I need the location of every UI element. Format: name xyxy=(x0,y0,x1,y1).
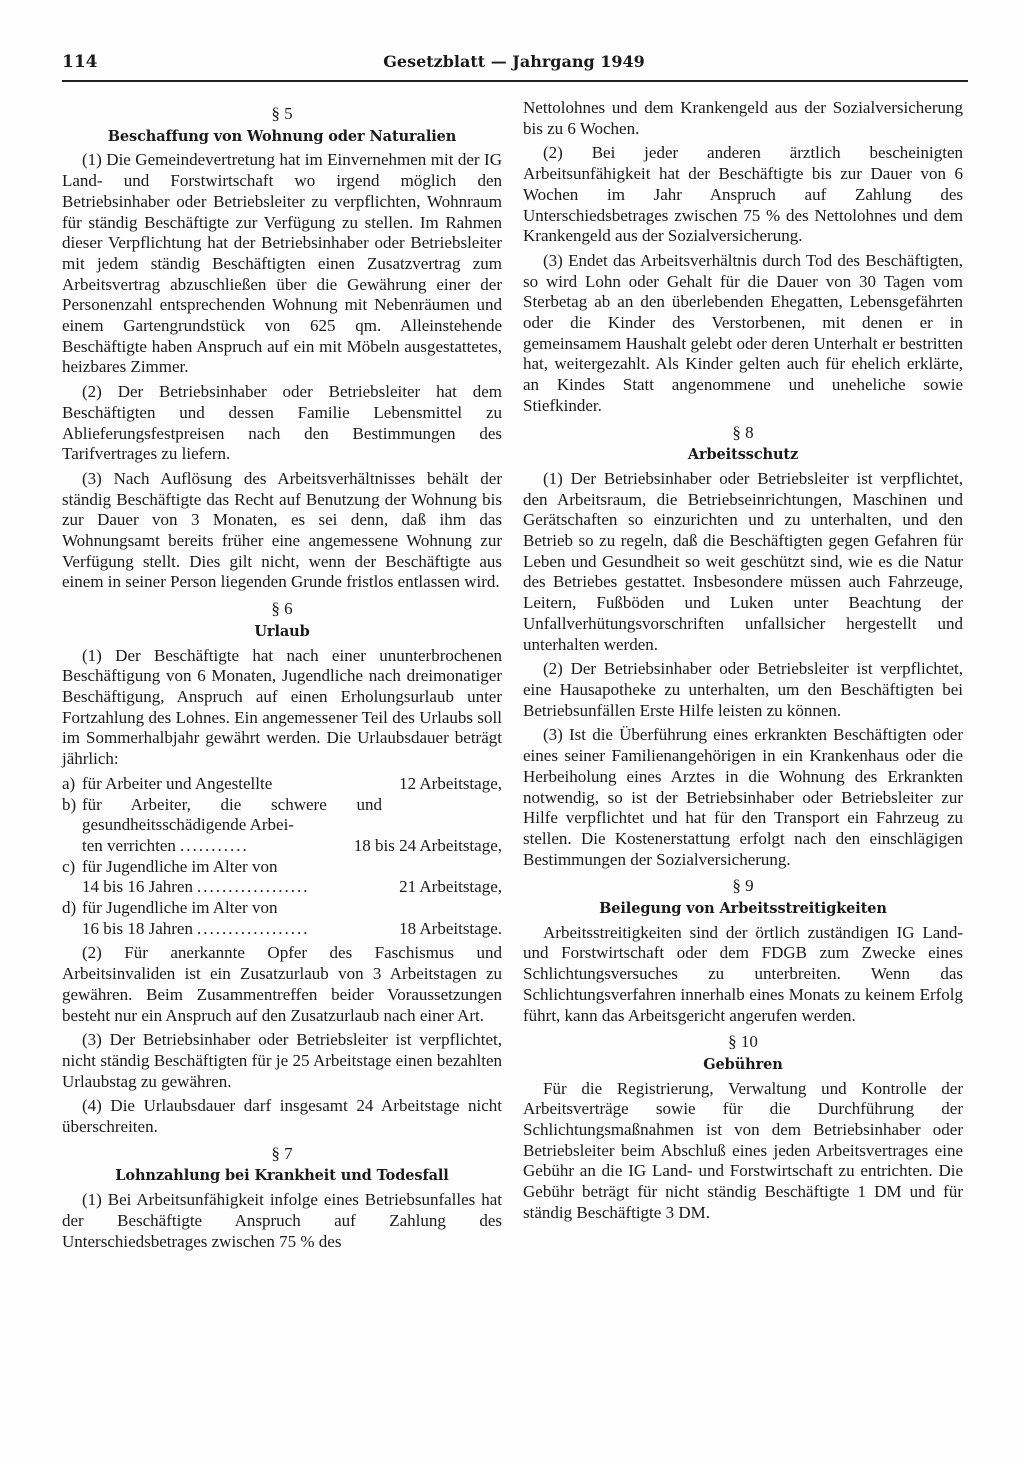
paragraph: Nettolohnes und dem Krankengeld aus der Sozialversicherung bis zu 6 Wochen. xyxy=(523,98,963,138)
paragraph: (3) Der Betriebsinhaber oder Betriebsleiter ist verpflichtet, nicht ständig Beschäftigten für je 25 Arbeitstage einen bezahlten Urlaubstag zu gewähren. xyxy=(62,1030,502,1091)
section-number-5: § 5 xyxy=(271,104,293,123)
left-column xyxy=(62,98,502,1256)
dot-leader: ........... xyxy=(179,835,249,855)
list-body xyxy=(82,898,502,939)
list-text: 14 bis 16 Jahren xyxy=(82,877,193,897)
list-item xyxy=(62,898,502,939)
paragraph: Arbeitsstreitigkeiten sind der örtlich zuständigen IG Land- und Forstwirtschaft oder dem FDGB zum Zwecke eines Schlichtungsversuches zu unterbreiten. Wenn das Schlichtungsverfahren innerhalb eines Monats zu keinem Erfolg führt, kann das Arbeitsgericht angerufen werden. xyxy=(523,922,963,1025)
paragraph: (2) Der Betriebsinhaber oder Betriebsleiter hat dem Beschäftigten und dessen Familie Lebensmittel zu Ablieferungsfestpreisen nach den Bestimmungen des Tarifvertrages zu liefern. xyxy=(62,382,502,464)
list-text: für Arbeiter und Angestellte xyxy=(82,773,273,793)
section-title-7: Lohnzahlung bei Krankheit und Todesfall xyxy=(115,1167,449,1185)
list-text: für Jugendliche im Alter von xyxy=(82,856,278,876)
dot-leader-row xyxy=(82,836,502,857)
header-rule xyxy=(62,80,968,82)
paragraph: (2) Der Betriebsinhaber oder Betriebsleiter ist verpflichtet, eine Hausapotheke zu unterhalten, um den Beschäftigten bei Betriebsunfällen Erste Hilfe leisten zu können. xyxy=(523,659,963,720)
section-number-6: § 6 xyxy=(271,599,293,619)
list-text: für Jugendliche im Alter von xyxy=(82,898,278,918)
list-label: c) xyxy=(62,856,76,876)
list-text: für Arbeiter, die schwere und gesundheitsschädigende Arbei- xyxy=(82,794,382,835)
dot-leader-row xyxy=(82,919,502,940)
section-number-8: § 8 xyxy=(732,422,754,442)
paragraph: (2) Bei jeder anderen ärztlich bescheinigten Arbeitsunfähigkeit hat der Beschäftigte bis zur Dauer von 6 Wochen im Jahr Anspruch auf Zahlung des Unterschiedsbetrages zwischen 75 % des Nettolohnes und dem Krankengeld aus der Sozialversicherung. xyxy=(523,143,963,246)
section-title-8: Arbeitsschutz xyxy=(687,446,799,464)
list-value: 18 bis 24 Arbeitstage, xyxy=(353,835,502,855)
paragraph: Für die Registrierung, Verwaltung und Kontrolle der Arbeitsverträge sowie für die Durchführung der Schlichtungsmaßnahmen ist von dem Betriebsinhaber oder Betriebsleiter beim Abschluß eines jeden Arbeitsvertrages eine Gebühr an die IG Land- und Forstwirtschaft zu entrichten. Die Gebühr beträgt für nicht ständig Beschäftigte 1 DM und für ständig Beschäftigte 3 DM. xyxy=(523,1078,963,1222)
page-header xyxy=(62,52,966,82)
section-title-10: Gebühren xyxy=(703,1055,783,1073)
paragraph: (1) Bei Arbeitsunfähigkeit infolge eines Betriebsunfalles hat der Beschäftigte Anspruch auf Zahlung des Unterschiedsbetrages zwischen 75 % des xyxy=(62,1190,502,1251)
list-label: a) xyxy=(62,773,76,793)
section-number-9: § 9 xyxy=(732,876,754,896)
page-number: 114 xyxy=(62,52,98,72)
paragraph: (1) Der Betriebsinhaber oder Betriebsleiter ist verpflichtet, den Arbeitsraum, die Betriebseinrichtungen, Maschinen und Gerätschaften so einzurichten und zu unterhalten, und den Betrieb so zu regeln, daß die Beschäftigten gegen Gefahren für Leben und Gesundheit so weit geschützt sind, wie es die Natur des Betriebes gestattet. Insbesondere müssen auch Fahrzeuge, Leitern, Fußböden und Luken unter Beachtung der Unfallverhütungsvorschriften unfallsicher hergestellt und unterhalten werden. xyxy=(523,468,963,654)
paragraph: (4) Die Urlaubsdauer darf insgesamt 24 Arbeitstage nicht überschreiten. xyxy=(62,1096,502,1137)
dot-leader-row xyxy=(82,877,502,898)
section-title-9: Beilegung von Arbeitsstreitigkeiten xyxy=(599,900,887,918)
dot-leader: .................. xyxy=(196,877,310,897)
list-label: b) xyxy=(62,794,77,814)
list-body xyxy=(82,857,502,898)
list-item xyxy=(62,774,502,795)
list-value: 12 Arbeitstage, xyxy=(399,773,502,793)
list-text: ten verrichten xyxy=(82,835,176,855)
list-text: 16 bis 18 Jahren xyxy=(82,918,193,938)
list-value: 21 Arbeitstage, xyxy=(399,877,502,897)
paragraph: (3) Endet das Arbeitsverhältnis durch Tod des Beschäftigten, so wird Lohn oder Gehalt für die Dauer von 30 Tagen vom Sterbetag ab an den überlebenden Ehegatten, Lebensgefährten oder die Kinder des Verstorbenen, mit denen er in gemeinsamem Haushalt gelebt oder deren Unterhalt er bestritten hat, weitergezahlt. Als Kinder gelten auch für ehelich erklärte, an Kindes Statt angenommene und uneheliche sowie Stiefkinder. xyxy=(523,250,963,415)
list-label: d) xyxy=(62,898,77,918)
section-number-7: § 7 xyxy=(271,1143,293,1163)
paragraph: (1) Der Beschäftigte hat nach einer ununterbrochenen Beschäftigung von 6 Monaten, Jugendliche nach dreimonatiger Beschäftigung, Anspruch auf einen Erholungsurlaub unter Fortzahlung des Lohnes. Ein angemessener Teil des Urlaubs soll im Sommerhalbjahr gewährt werden. Die Urlaubsdauer beträgt jährlich: xyxy=(62,645,502,769)
dot-leader: .................. xyxy=(196,918,310,938)
list-value: 18 Arbeitstage. xyxy=(399,918,502,938)
list-item xyxy=(62,857,502,898)
section-title-6: Urlaub xyxy=(254,622,310,640)
vacation-list xyxy=(62,774,502,940)
section-title-5: Beschaffung von Wohnung oder Naturalien xyxy=(107,127,457,145)
paragraph: (1) Die Gemeindevertretung hat im Einvernehmen mit der IG Land- und Forstwirtschaft wo irgend möglich den Betriebsinhaber oder Betriebsleiter zu verpflichten, Wohnraum für ständig Beschäftigte zur Verfügung zu stellen. Im Rahmen dieser Verpflichtung hat der Betriebsinhaber oder Betriebsleiter mit jedem ständig Beschäftigten einen Zusatzvertrag zum Arbeitsvertrag abzuschließen über die Gewährung einer der Personenzahl entsprechenden Wohnung mit Nebenräumen und einem Gartengrundstück von 625 qm. Alleinstehende Beschäftigte haben Anspruch auf ein mit Möbeln ausgestattetes, heizbares Zimmer. xyxy=(62,150,502,377)
right-column xyxy=(523,98,963,1228)
list-body xyxy=(82,795,502,857)
paragraph: (2) Für anerkannte Opfer des Faschismus und Arbeitsinvaliden ist ein Zusatzurlaub von 3 Arbeitstagen zu gewähren. Beim Zusammentreffen beider Voraussetzungen besteht nur ein Anspruch auf den Zusatzurlaub nach einer Art. xyxy=(62,943,502,1025)
list-item xyxy=(62,795,502,857)
section-number-10: § 10 xyxy=(728,1032,758,1052)
paragraph: (3) Ist die Überführung eines erkrankten Beschäftigten oder eines seiner Familienangehörigen in ein Krankenhaus oder die Herbeiholung eines Arztes in die Wohnung des Erkrankten notwendig, so ist der Betriebsinhaber oder Betriebsleiter zur Hilfe verpflichtet und hat für den Transport ein Fahrzeug zu stellen. Die Kostenerstattung erfolgt nach den einschlägigen Bestimmungen der Sozialversicherung. xyxy=(523,725,963,869)
list-body xyxy=(82,774,502,795)
paragraph: (3) Nach Auflösung des Arbeitsverhältnisses behält der ständig Beschäftigte das Recht auf Benutzung der Wohnung bis zur Dauer von 3 Monaten, es sei denn, daß ihm das Wohnungsamt bereits früher eine angemessene Wohnung zur Verfügung stellt. Dies gilt nicht, wenn der Beschäftigte aus einem in seiner Person liegenden Grunde fristlos entlassen wird. xyxy=(62,468,502,592)
running-title: Gesetzblatt — Jahrgang 1949 xyxy=(383,52,645,71)
